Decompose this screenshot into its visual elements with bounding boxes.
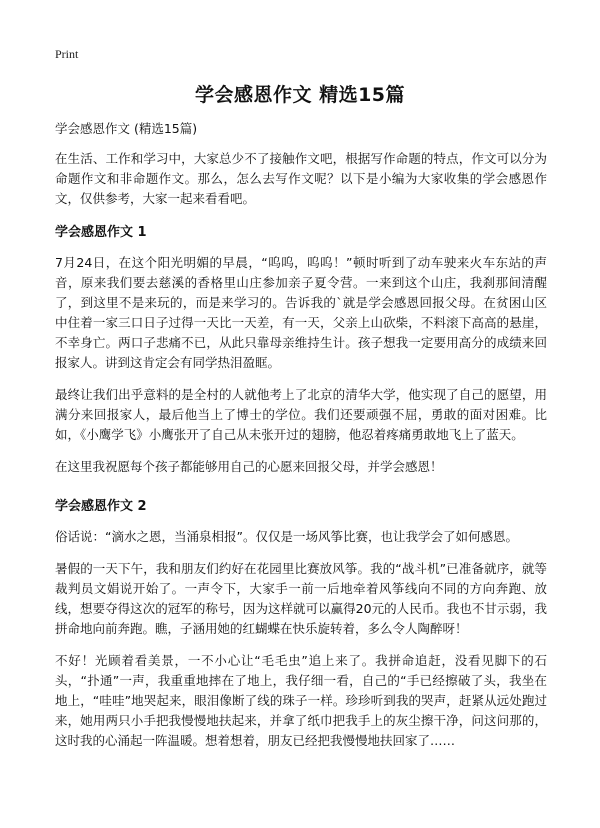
section-heading-1: 学会感恩作文 1 [55,225,147,240]
section-2-paragraph-1: 俗话说：“滴水之恩，当涌泉相报”。仅仅是一场风筝比赛，也让我学会了如何感恩。 [55,529,518,544]
section-2-paragraph-2: 暑假的一天下午，我和朋友们约好在花园里比赛放风筝。我的“战斗机”已准备就序，就等裁判员文娟说开始了。一声令下，大家手一前一后地牵着风筝线向不同的方向奔跑、放线，想要夺得这次的冠军的称号，因为这样就可以赢得20元的人民币。我也不甘示弱，我拼命地向前奔跑。瞧，子涵用她的红蝴蝶在快乐旋转着，多么令人陶醉呀！ [55,561,547,636]
document-subtitle: 学会感恩作文 (精选15篇) [55,121,198,136]
print-link[interactable]: Print [55,47,79,61]
section-heading-2: 学会感恩作文 2 [55,499,147,514]
document-title: 学会感恩作文 精选15篇 [194,84,406,106]
section-2-paragraph-3: 不好！光顾着看美景，一不小心让“毛毛虫”追上来了。我拼命追赶，没看见脚下的石头，“扑通”一声，我重重地摔在了地上，我仔细一看，自己的“手已经擦破了头，我坐在地上，“哇哇”地哭起来，眼泪像断了线的珠子一样。珍珍听到我的哭声，赶紧从远处跑过来，她用两只小手把我慢慢地扶起来，并拿了纸巾把我手上的灰尘擦干净，问这问那的，这时我的心涌起一阵温暖。想着想着，朋友已经把我慢慢地扶回家了…… [55,653,547,748]
section-1-paragraph-1: 7月24日，在这个阳光明媚的早晨，“呜呜，呜呜！”顿时听到了动车驶来火车东站的声音，原来我们要去慈溪的香格里山庄参加亲子夏令营。一来到这个山庄，我刹那间清醒了，到这里不是来玩的，而是来学习的。告诉我的`就是学会感恩回报父母。在贫困山区中住着一家三口日子过得一天比一天差，有一天，父亲上山砍柴，不料滚下高高的悬崖，不幸身亡。两口子悲痛不已，从此只靠母亲维持生计。孩子想我一定要用高分的成绩来回报家人。讲到这肯定会有同学热泪盈眶。 [55,255,547,370]
intro-paragraph: 在生活、工作和学习中，大家总少不了接触作文吧，根据写作命题的特点，作文可以分为命题作文和非命题作文。那么，怎么去写作文呢？以下是小编为大家收集的学会感恩作文，仅供参考，大家一起来看看吧。 [55,151,547,206]
section-1-paragraph-3: 在这里我祝愿每个孩子都能够用自己的心愿来回报父母，并学会感恩！ [55,459,443,474]
document-body [55,119,547,763]
section-1-paragraph-2: 最终让我们出乎意料的是全村的人就他考上了北京的清华大学，他实现了自己的愿望，用满分来回报家人，最后他当上了博士的学位。我们还要顽强不屈，勇敢的面对困难。比如，《小鹰学飞》小鹰张开了自己从未张开过的翅膀，他忍着疼痛勇敢地飞上了蓝天。 [55,387,547,442]
